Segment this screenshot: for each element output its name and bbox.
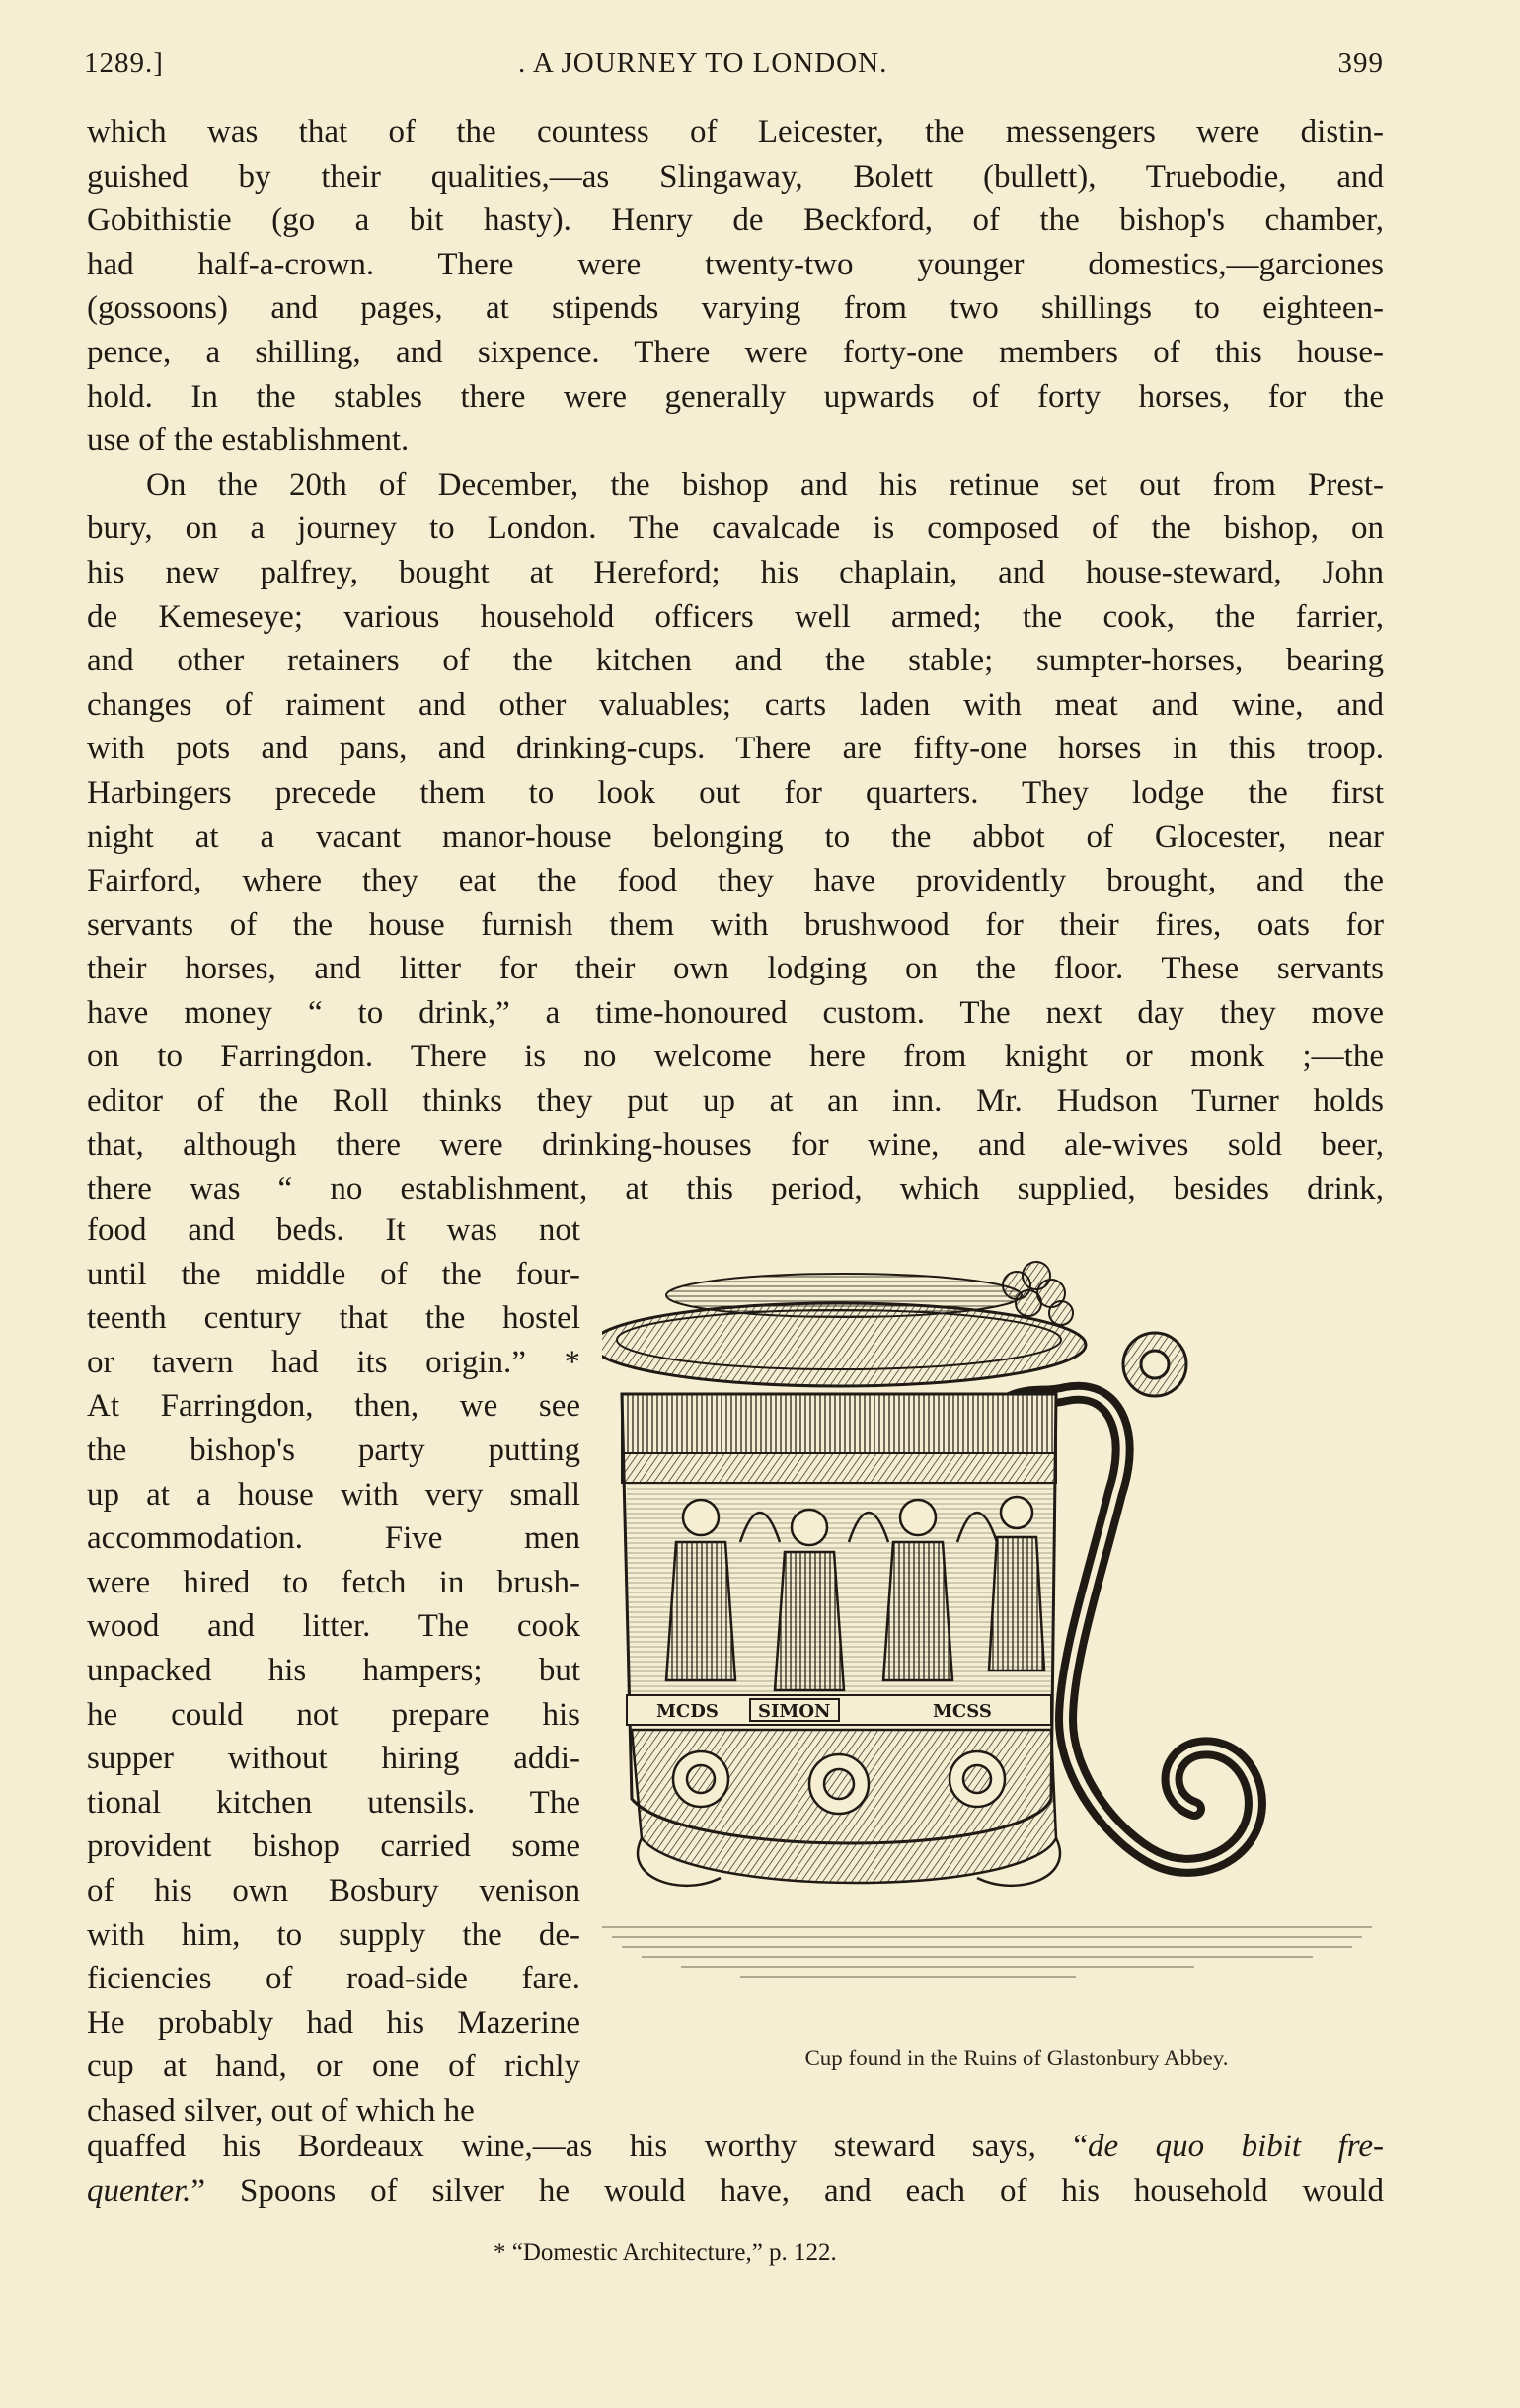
page-number: 399	[1337, 47, 1384, 79]
latin-phrase: de quo bibit fre-	[1088, 2129, 1384, 2164]
text-line: accommodation. Five men	[87, 1520, 580, 1557]
text-line: wood and litter. The cook	[87, 1608, 580, 1645]
text-line: supper without hiring addi-	[87, 1741, 580, 1777]
text-line: provident bishop carried some	[87, 1828, 580, 1865]
text-line: editor of the Roll thinks they put up at an inn. Mr. Hudson Turner holds	[87, 1083, 1384, 1120]
text-line: teenth century that the hostel	[87, 1300, 580, 1337]
inscription-right: MCSS	[933, 1701, 992, 1722]
header-title: . A JOURNEY TO LONDON.	[518, 47, 888, 79]
header-year: 1289.]	[84, 47, 164, 79]
text-line: hold. In the stables there were generally upwards of forty horses, for the	[87, 378, 1384, 415]
text-line: Gobithistie (go a bit hasty). Henry de Beckford, of the bishop's chamber,	[87, 202, 1384, 239]
text-line: up at a house with very small	[87, 1476, 580, 1513]
text-line: night at a vacant manor-house belonging to the abbot of Glocester, near	[87, 818, 1384, 855]
text-line: (gossoons) and pages, at stipends varying from two shillings to eighteen-	[87, 290, 1384, 327]
text-line: or tavern had its origin.” *	[87, 1344, 580, 1380]
text-line: pence, a shilling, and sixpence. There were forty-one members of this house-	[87, 334, 1384, 370]
glastonbury-cup-engraving	[602, 1246, 1392, 2056]
tail-text	[87, 2125, 1384, 2213]
text-line: their horses, and litter for their own lodging on the floor. These servants	[87, 951, 1384, 987]
text-line: food and beds. It was not	[87, 1212, 580, 1248]
paragraph-2	[87, 463, 1384, 1211]
text-line: had half-a-crown. There were twenty-two younger domestics,—garciones	[87, 246, 1384, 282]
tail-line2-rest: ” Spoons of silver he would have, and each of his household would	[190, 2172, 1384, 2209]
text-line: there was “ no establishment, at this period, which supplied, besides drink,	[87, 1171, 1384, 1207]
footnote: * “Domestic Architecture,” p. 122.	[494, 2239, 837, 2266]
text-line: He probably had his Mazerine	[87, 2004, 580, 2041]
text-line: tional kitchen utensils. The	[87, 1784, 580, 1821]
figure-caption: Cup found in the Ruins of Glastonbury Abbey.	[804, 2046, 1229, 2070]
base-scrollwork	[632, 1730, 1060, 1886]
text-line: servants of the house furnish them with brushwood for their fires, oats for	[87, 906, 1384, 943]
text-line: his new palfrey, bought at Hereford; his chaplain, and house-steward, John	[87, 554, 1384, 590]
text-line: with him, to supply the de-	[87, 1916, 580, 1953]
text-line: the bishop's party putting	[87, 1432, 580, 1468]
text-line: on to Farringdon. There is no welcome here from knight or monk ;—the	[87, 1039, 1384, 1075]
text-line: Harbingers precede them to look out for quarters. They lodge the first	[87, 774, 1384, 811]
text-line: that, although there were drinking-houses for wine, and ale-wives sold beer,	[87, 1126, 1384, 1163]
wrapped-column-text	[87, 1208, 580, 2133]
text-line: At Farringdon, then, we see	[87, 1388, 580, 1425]
text-line: with pots and pans, and drinking-cups. There are fifty-one horses in this troop.	[87, 731, 1384, 767]
text-line: bury, on a journey to London. The cavalcade is composed of the bishop, on	[87, 510, 1384, 547]
text-line: until the middle of the four-	[87, 1256, 580, 1292]
text-line: have money “ to drink,” a time-honoured custom. The next day they move	[87, 994, 1384, 1031]
text-line: ficiencies of road-side fare.	[87, 1961, 580, 1997]
tail-line1-start: quaffed his Bordeaux wine,—as his worthy steward says, “	[87, 2129, 1088, 2164]
text-line: use of the establishment.	[87, 423, 410, 459]
latin-phrase-end: quenter.	[87, 2172, 191, 2209]
text-line: guished by their qualities,—as Slingaway, Bolett (bullett), Truebodie, and	[87, 158, 1384, 194]
ground-shadow	[602, 1927, 1372, 1977]
inscription-band	[627, 1695, 1051, 1725]
text-line: of his own Bosbury venison	[87, 1872, 580, 1908]
text-line: unpacked his hampers; but	[87, 1652, 580, 1688]
text-line: de Kemeseye; various household officers well armed; the cook, the farrier,	[87, 598, 1384, 635]
text-line: which was that of the countess of Leicester, the messengers were distin-	[87, 115, 1384, 150]
text-line: were hired to fetch in brush-	[87, 1564, 580, 1600]
text-line: On the 20th of December, the bishop and his retinue set out from Prest-	[146, 466, 1384, 503]
text-line: chased silver, out of which he	[87, 2092, 475, 2129]
text-line: cup at hand, or one of richly	[87, 2049, 580, 2085]
paragraph-1	[87, 111, 1384, 463]
running-header	[84, 47, 1384, 91]
text-line: and other retainers of the kitchen and the stable; sumpter-horses, bearing	[87, 643, 1384, 679]
text-line: changes of raiment and other valuables; carts laden with meat and wine, and	[87, 686, 1384, 723]
text-line: he could not prepare his	[87, 1696, 580, 1733]
inscription-center: SIMON	[758, 1701, 831, 1722]
cup-lid	[602, 1274, 1086, 1386]
text-line	[87, 2169, 1384, 2214]
text-line	[87, 2125, 1384, 2169]
main-text	[87, 111, 1384, 1211]
inscription-left: MCDS	[656, 1701, 719, 1722]
text-line: Fairford, where they eat the food they have providently brought, and the	[87, 863, 1384, 899]
